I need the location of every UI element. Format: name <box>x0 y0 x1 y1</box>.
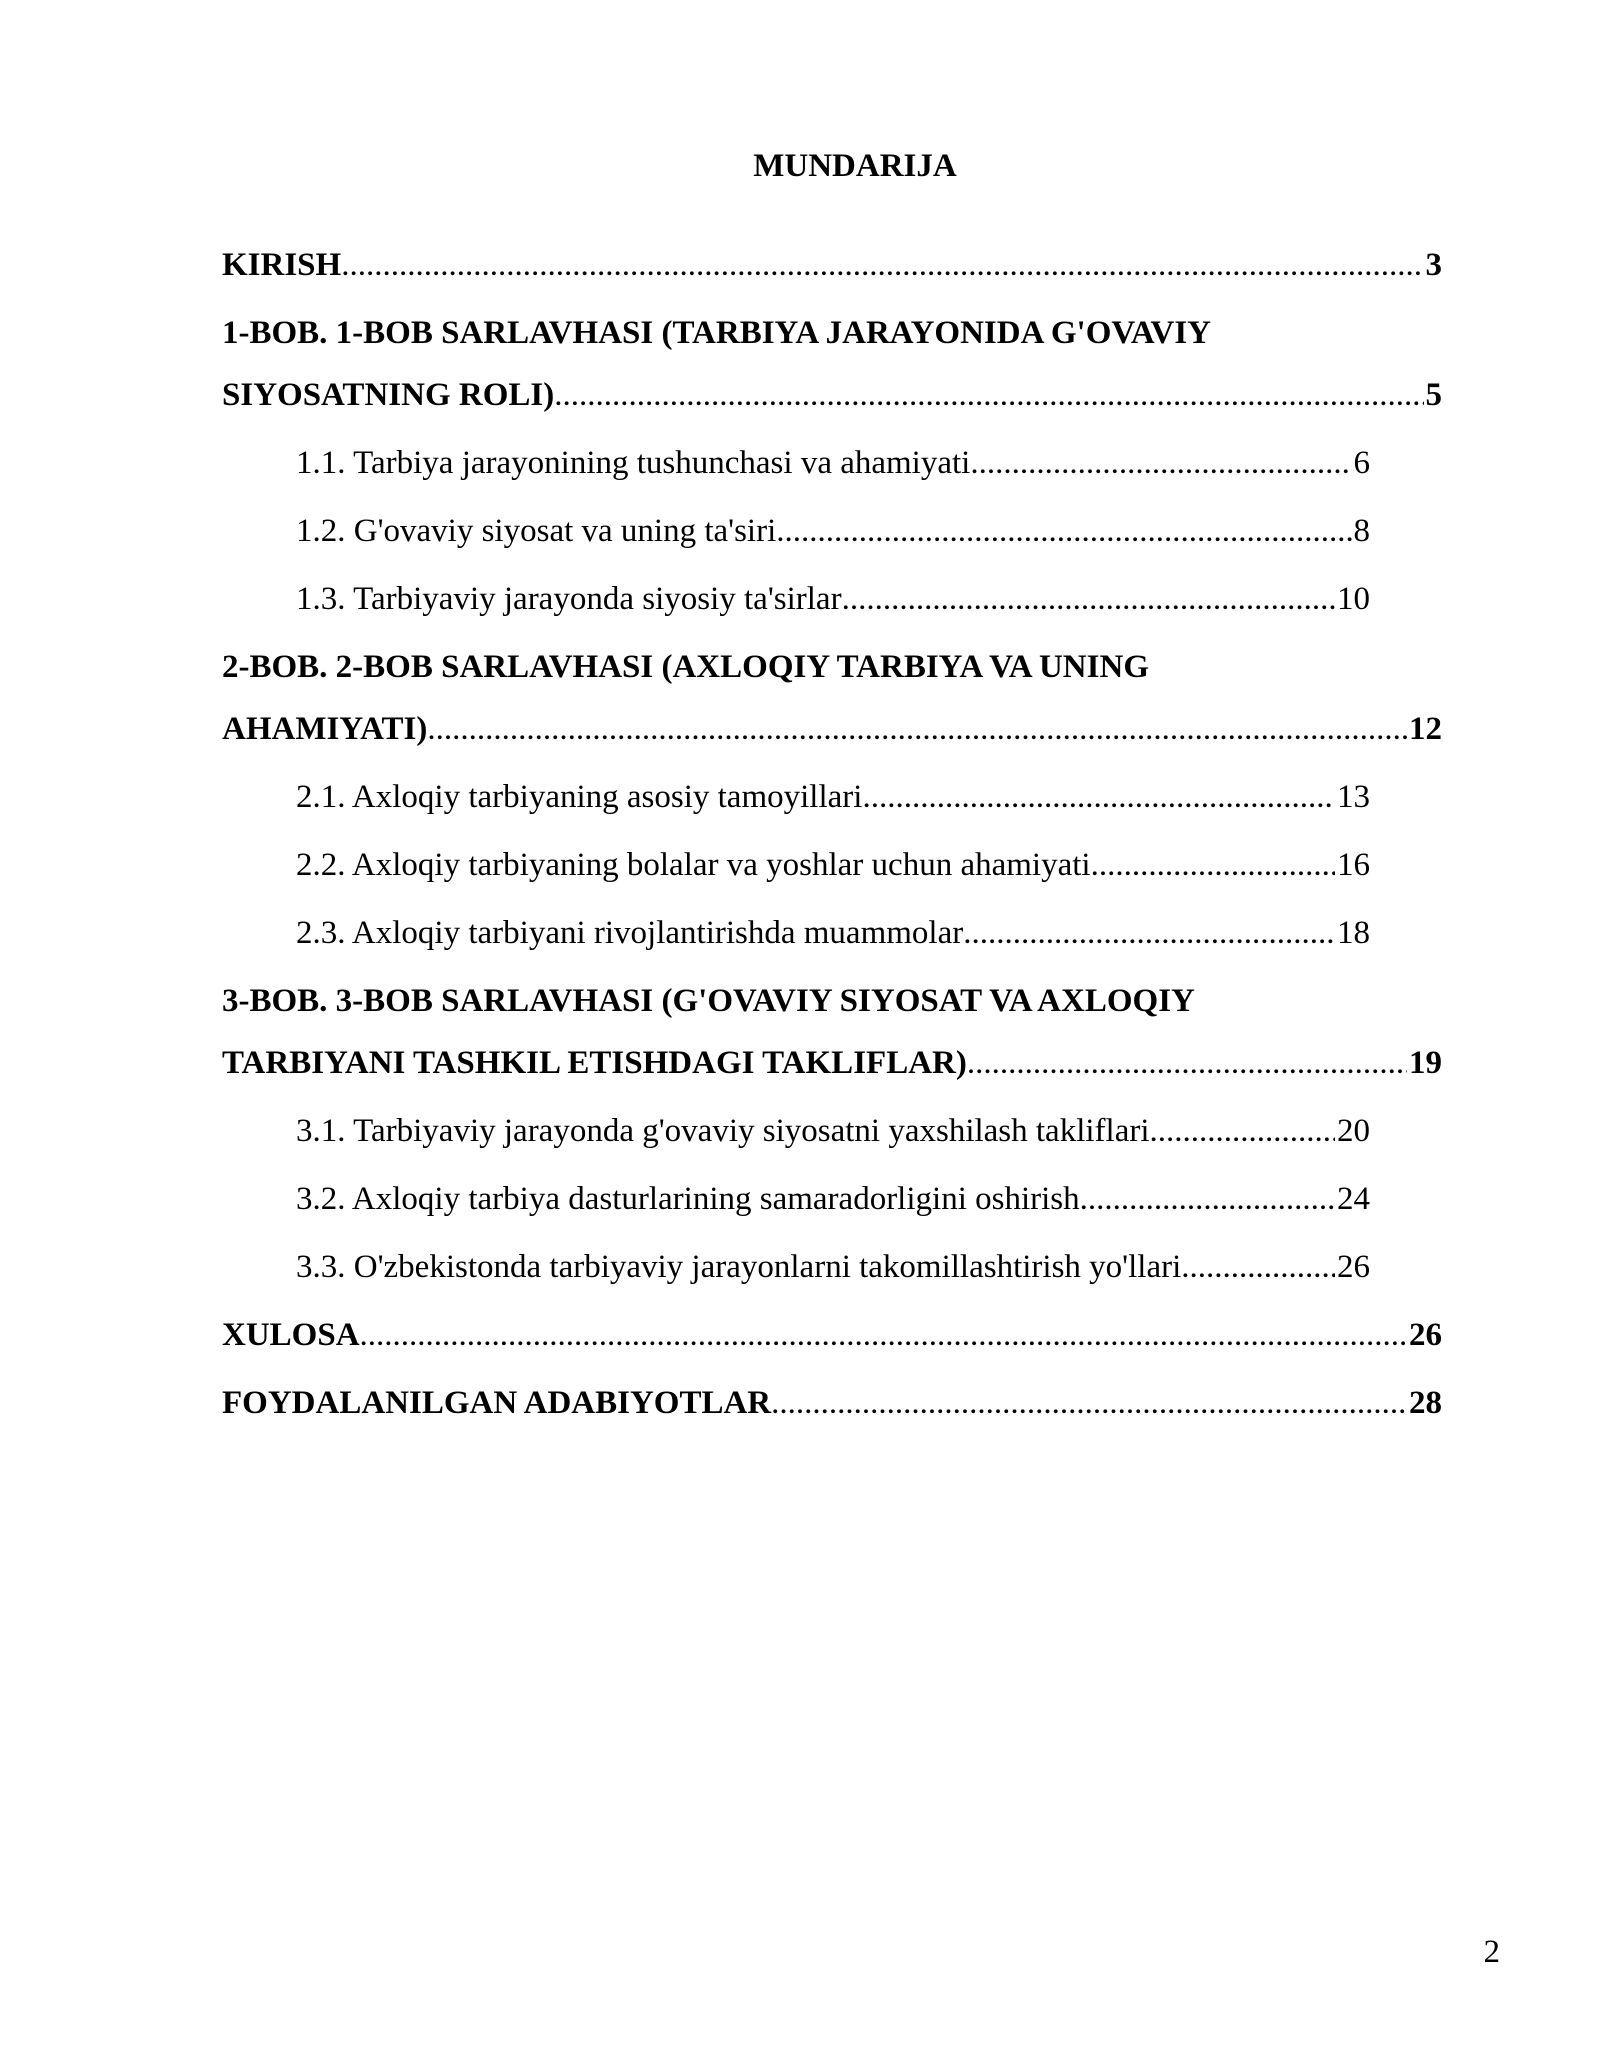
dot-leader <box>776 506 1351 556</box>
toc-entry-label: KIRISH <box>222 247 342 283</box>
toc-entry-label: 1.1. Tarbiya jarayonining tushunchasi va ahamiyati <box>296 445 971 481</box>
toc-entry-label: FOYDALANILGAN ADABIYOTLAR <box>222 1385 772 1421</box>
toc-page-number: 12 <box>1409 711 1442 747</box>
toc-entry-label: 1.2. G'ovaviy siyosat va uning ta'siri <box>296 513 777 549</box>
toc-page-number: 3 <box>1425 247 1442 283</box>
dot-leader <box>427 704 1407 754</box>
dot-leader <box>771 1378 1407 1428</box>
toc-entry-section-1-1[interactable] <box>222 438 1442 506</box>
toc-entry-adabiyotlar[interactable] <box>222 1378 1442 1446</box>
toc-entry-label-line1: 3-BOB. 3-BOB SARLAVHASI (G'OVAVIY SIYOSAT VA AXLOQIY <box>222 983 1195 1019</box>
toc-entry-section-3-1[interactable] <box>222 1106 1442 1174</box>
toc-page-number: 19 <box>1409 1045 1442 1081</box>
toc-entry-kirish[interactable] <box>222 240 1442 308</box>
table-of-contents <box>222 240 1442 1446</box>
toc-entry-label: 2.3. Axloqiy tarbiyani rivojlantirishda muammolar <box>296 915 964 951</box>
toc-page-number: 28 <box>1409 1385 1442 1421</box>
toc-entry-section-1-3[interactable] <box>222 574 1442 642</box>
toc-page-number: 24 <box>1337 1181 1370 1217</box>
toc-entry-section-3-2[interactable] <box>222 1174 1442 1242</box>
dot-leader <box>1181 1242 1335 1292</box>
toc-page-number: 16 <box>1337 847 1370 883</box>
dot-leader <box>360 1310 1407 1360</box>
toc-page-number: 8 <box>1353 513 1370 549</box>
toc-page-number: 20 <box>1337 1113 1370 1149</box>
dot-leader <box>1080 1174 1335 1224</box>
dot-leader <box>341 240 1423 290</box>
dot-leader <box>842 574 1335 624</box>
toc-entry-label-line2: TARBIYANI TASHKIL ETISHDAGI TAKLIFLAR) <box>222 1045 967 1081</box>
toc-entry-label-line1: 2-BOB. 2-BOB SARLAVHASI (AXLOQIY TARBIYA VA UNING <box>222 649 1149 685</box>
toc-entry-label: 1.3. Tarbiyaviy jarayonda siyosiy ta'sirlar <box>296 581 842 617</box>
toc-entry-section-1-2[interactable] <box>222 506 1442 574</box>
toc-page-number: 5 <box>1425 377 1442 413</box>
toc-entry-label-line1: 1-BOB. 1-BOB SARLAVHASI (TARBIYA JARAYONIDA G'OVAVIY <box>222 315 1212 351</box>
page-number: 2 <box>1483 1934 1500 1970</box>
dot-leader <box>963 908 1335 958</box>
toc-entry-section-2-3[interactable] <box>222 908 1442 976</box>
dot-leader <box>970 438 1351 488</box>
toc-entry-chapter-3[interactable] <box>222 976 1442 1106</box>
toc-entry-section-2-1[interactable] <box>222 772 1442 840</box>
dot-leader <box>967 1038 1407 1088</box>
toc-page-number: 6 <box>1353 445 1370 481</box>
toc-entry-label: 3.2. Axloqiy tarbiya dasturlarining samaradorligini oshirish <box>296 1181 1080 1217</box>
toc-entry-label: 2.2. Axloqiy tarbiyaning bolalar va yoshlar uchun ahamiyati <box>296 847 1091 883</box>
toc-entry-chapter-2[interactable] <box>222 642 1442 772</box>
toc-page-number: 26 <box>1337 1249 1370 1285</box>
toc-entry-chapter-1[interactable] <box>222 308 1442 438</box>
toc-entry-label: XULOSA <box>222 1317 360 1353</box>
dot-leader <box>862 772 1335 822</box>
toc-entry-section-2-2[interactable] <box>222 840 1442 908</box>
dot-leader <box>554 370 1423 420</box>
toc-page-number: 13 <box>1337 779 1370 815</box>
dot-leader <box>1150 1106 1335 1156</box>
toc-entry-xulosa[interactable] <box>222 1310 1442 1378</box>
toc-entry-label: 3.1. Tarbiyaviy jarayonda g'ovaviy siyosatni yaxshilash takliflari <box>296 1113 1150 1149</box>
toc-page-number: 10 <box>1337 581 1370 617</box>
toc-page-number: 18 <box>1337 915 1370 951</box>
dot-leader <box>1091 840 1335 890</box>
toc-entry-label-line2: AHAMIYATI) <box>222 711 428 747</box>
toc-entry-section-3-3[interactable] <box>222 1242 1442 1310</box>
toc-entry-label: 2.1. Axloqiy tarbiyaning asosiy tamoyillari <box>296 779 863 815</box>
toc-entry-label: 3.3. O'zbekistonda tarbiyaviy jarayonlarni takomillashtirish yo'llari <box>296 1249 1182 1285</box>
page-title: MUNDARIJA <box>753 148 957 184</box>
toc-page-number: 26 <box>1409 1317 1442 1353</box>
toc-entry-label-line2: SIYOSATNING ROLI) <box>222 377 555 413</box>
